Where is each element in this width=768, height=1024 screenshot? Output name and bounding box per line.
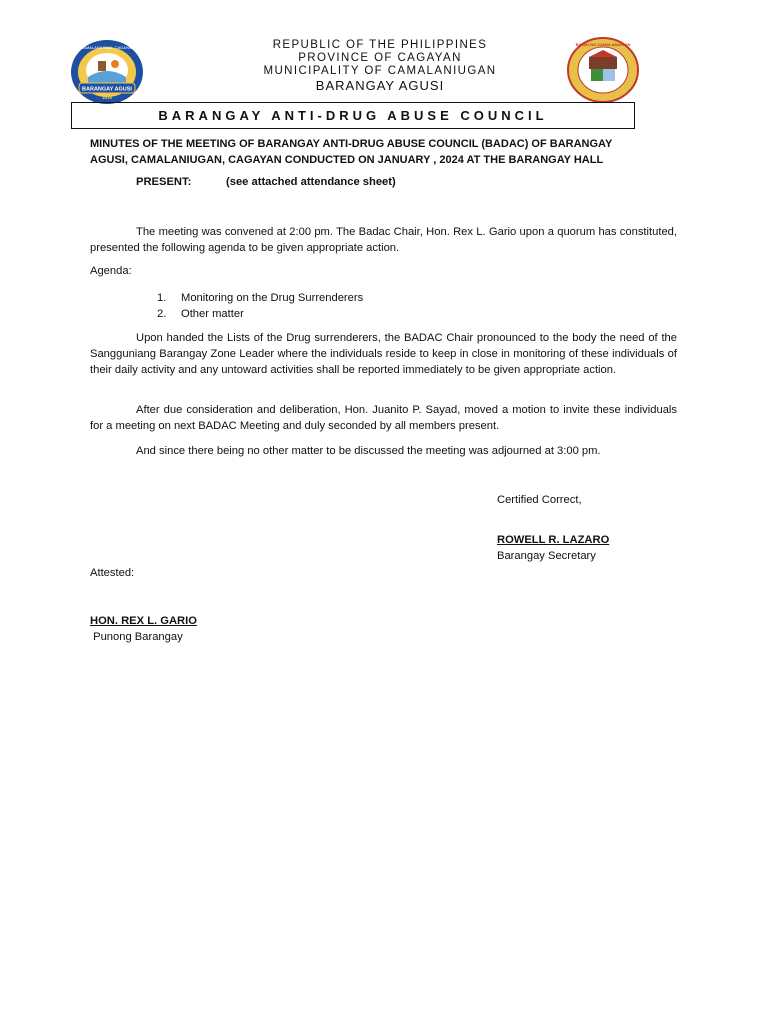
barangay-agusi-seal-logo (70, 39, 144, 105)
agenda-item-number: 1. (157, 292, 167, 304)
agenda-label: Agenda: (90, 265, 132, 277)
present-line (136, 176, 396, 188)
minutes-title: MINUTES OF THE MEETING OF BARANGAY ANTI-DRUG ABUSE COUNCIL (BADAC) OF BARANGAY AGUSI, CAMALANIUGAN, CAGAYAN CONDUCTED ON JANUARY , 2024 AT THE BARANGAY HALL (90, 138, 613, 166)
paragraph-motion: After due consideration and deliberation, Hon. Juanito P. Sayad, moved a motion to invite these individuals for a meeting on next BADAC Meeting and duly seconded by all members present. (90, 404, 677, 432)
paragraph-lists: Upon handed the Lists of the Drug surrenderers, the BADAC Chair pronounced to the body the need of the Sangguniang Barangay Zone Leader where the individuals reside to keep in close in monitoring of these individuals of their daily activity and any untoward activities shall be reported immediately to be given appropriate action. (90, 332, 677, 376)
agenda-item-number: 2. (157, 308, 167, 320)
certified-correct-label: Certified Correct, (497, 494, 582, 506)
council-title: BARANGAY ANTI-DRUG ABUSE COUNCIL (158, 108, 548, 123)
header-province: PROVINCE OF CAGAYAN (298, 52, 462, 64)
punong-barangay-title: Punong Barangay (90, 631, 183, 643)
agenda-item (157, 306, 363, 322)
municipal-seal-icon (565, 37, 641, 103)
attested-label: Attested: (90, 567, 135, 579)
header-municipality: MUNICIPALITY OF CAMALANIUGAN (263, 65, 497, 77)
paragraph-convened: The meeting was convened at 2:00 pm. The Badac Chair, Hon. Rex L. Gario upon a quorum has constituted, presented the following agenda to be given appropriate action. (90, 226, 677, 254)
document-header (200, 39, 560, 93)
punong-barangay-name: HON. REX L. GARIO (90, 615, 197, 627)
secretary-title: Barangay Secretary (497, 550, 596, 562)
header-republic: REPUBLIC OF THE PHILIPPINES (272, 39, 488, 51)
svg-text:BAYAN NG CAMALANIUGAN: BAYAN NG CAMALANIUGAN (575, 42, 631, 47)
secretary-name: ROWELL R. LAZARO (497, 534, 610, 546)
council-title-box (71, 102, 635, 129)
present-label: PRESENT: (136, 176, 192, 188)
svg-text:1616: 1616 (101, 95, 113, 100)
paragraph-adjourned: And since there being no other matter to be discussed the meeting was adjourned at 3:00 pm. (136, 445, 601, 457)
svg-text:CAMALANIUGAN, CAGAYAN: CAMALANIUGAN, CAGAYAN (80, 45, 134, 50)
present-value: (see attached attendance sheet) (226, 176, 396, 188)
svg-text:BARANGAY AGUSI: BARANGAY AGUSI (82, 86, 132, 93)
barangay-seal-icon (70, 39, 144, 105)
municipality-seal-logo (565, 37, 641, 103)
agenda-item (157, 290, 363, 306)
agenda-item-text: Monitoring on the Drug Surrenderers (181, 292, 364, 304)
agenda-list (157, 290, 363, 322)
agenda-item-text: Other matter (181, 308, 244, 320)
header-barangay: BARANGAY AGUSI (315, 78, 445, 93)
